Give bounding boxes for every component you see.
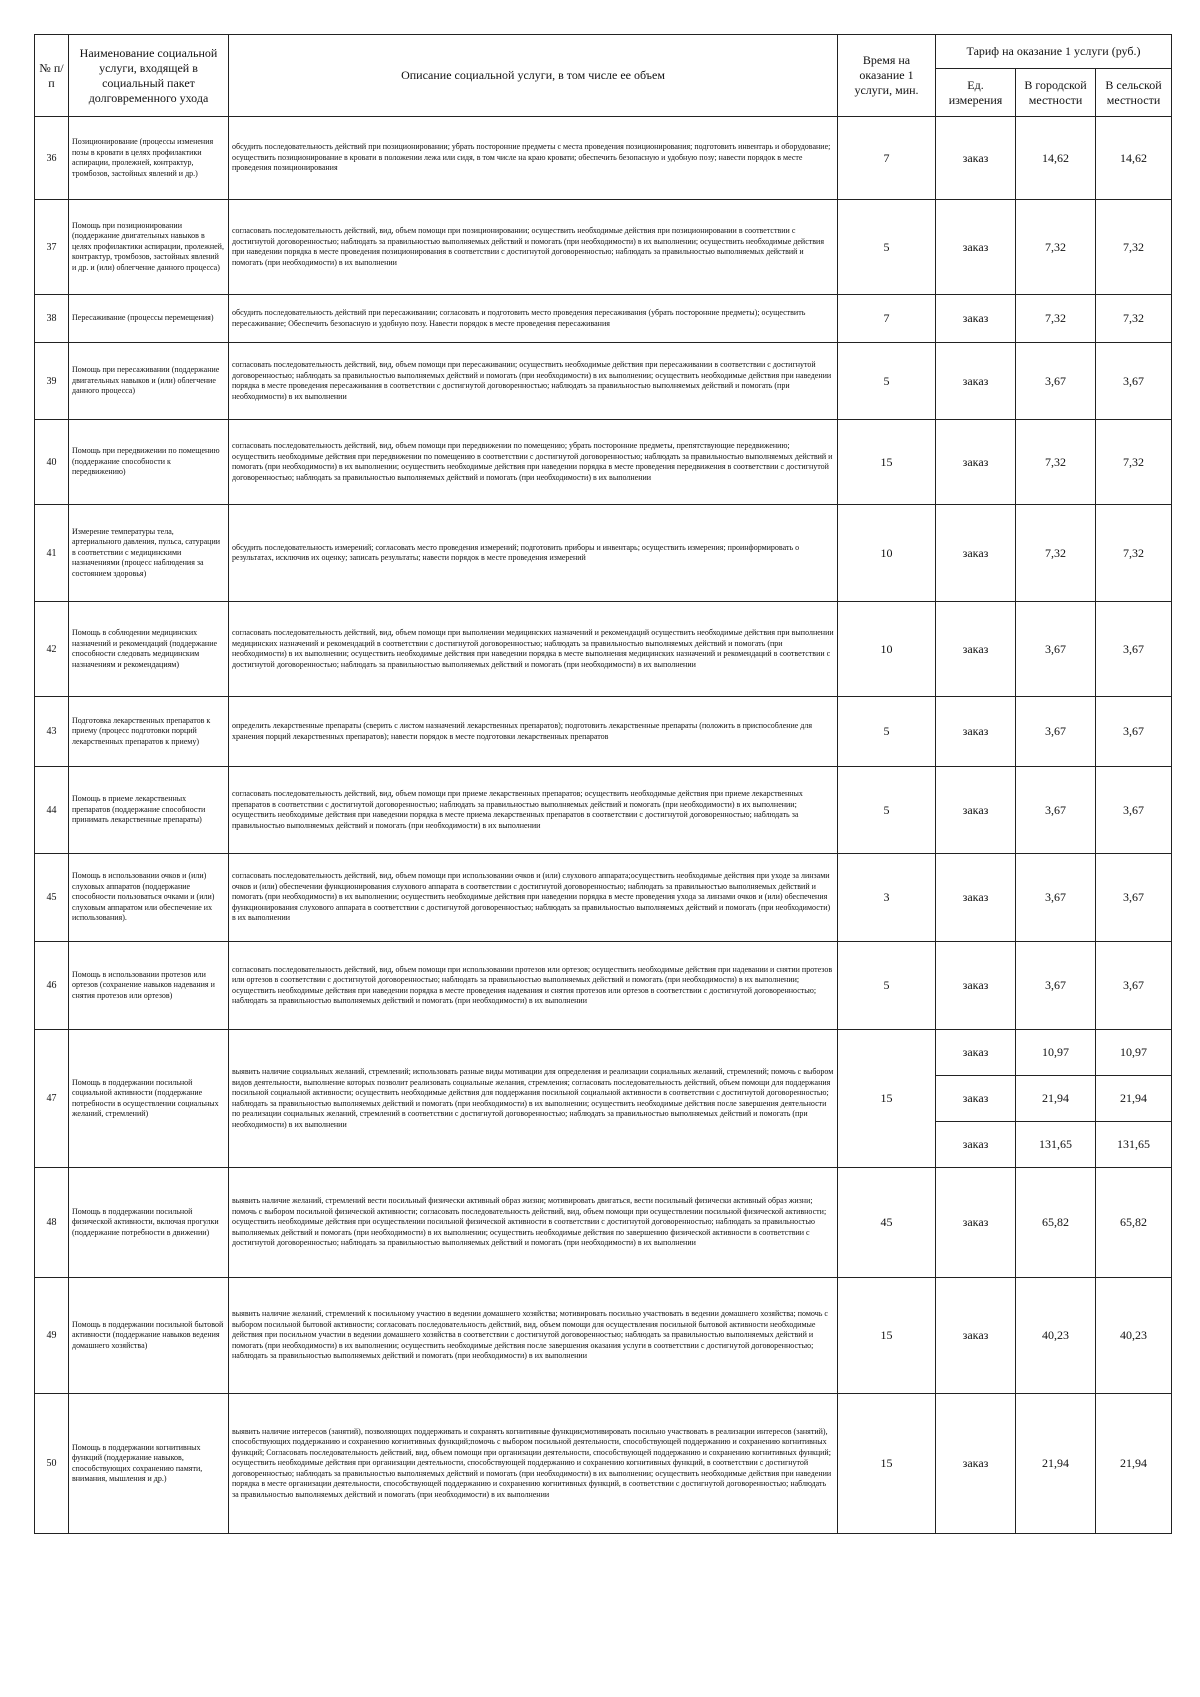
tariff-city: 21,94 bbox=[1016, 1076, 1096, 1122]
service-time: 5 bbox=[838, 767, 936, 854]
header-tariff: Тариф на оказание 1 услуги (руб.) bbox=[936, 35, 1172, 69]
tariff-unit: заказ bbox=[936, 854, 1016, 942]
row-num: 36 bbox=[35, 117, 69, 200]
service-time: 15 bbox=[838, 1394, 936, 1534]
tariff-unit: заказ bbox=[936, 1076, 1016, 1122]
tariff-rural: 7,32 bbox=[1096, 200, 1172, 295]
row-num: 44 bbox=[35, 767, 69, 854]
service-description: выявить наличие желаний, стремлений вести посильный физически активный образ жизни; мотивировать двигаться, вести посильный физически активный образ жизни; помочь с выбором посильной физической активности; согласовать последовательность действий, вид, объем помощи при осуществлении посильной физической активности; осуществить необходимые действия при осуществлении посильной физической активности в соответствии с достигнутой договоренностью; наблюдать за правильностью выполняемых действий и помогать (при необходимости) в их выполнении; осуществить необходимые действия по завершению физической активности в соответствии с достигнутой договоренностью; наблюдать за правильностью выполняемых действий и помогать (при необходимости) в их выполнении bbox=[229, 1168, 838, 1278]
tariff-rural: 21,94 bbox=[1096, 1394, 1172, 1534]
tariff-unit: заказ bbox=[936, 505, 1016, 602]
table-row bbox=[35, 343, 1172, 420]
tariff-rural: 3,67 bbox=[1096, 767, 1172, 854]
tariff-unit: заказ bbox=[936, 295, 1016, 343]
tariff-city: 3,67 bbox=[1016, 854, 1096, 942]
service-name: Подготовка лекарственных препаратов к приему (процесс подготовки порций лекарственных препаратов к приему) bbox=[69, 697, 229, 767]
row-num: 43 bbox=[35, 697, 69, 767]
table-row bbox=[35, 1030, 1172, 1076]
table-row bbox=[35, 117, 1172, 200]
tariff-unit: заказ bbox=[936, 602, 1016, 697]
table-row bbox=[35, 505, 1172, 602]
service-description: согласовать последовательность действий, вид, объем помощи при использовании протезов или ортезов; осуществить необходимые действия при надевании и снятии протезов или ортезов в соответствии с достигнутой договоренностью; наблюдать за правильностью выполняемых действий и помогать (при необходимости) в их выполнении; осуществить необходимые действия при наведении порядка в месте проведения надевания и снятия протезов или ортезов в соответствии с достигнутой договоренностью; наблюдать за правильностью выполняемых действий и помогать (при необходимости) в их выполнении bbox=[229, 942, 838, 1030]
service-time: 5 bbox=[838, 200, 936, 295]
service-time: 5 bbox=[838, 942, 936, 1030]
tariff-rural: 3,67 bbox=[1096, 942, 1172, 1030]
service-description: согласовать последовательность действий, вид, объем помощи при пересаживании; осуществить необходимые действия при пересаживании в соответствии с достигнутой договоренностью; наблюдать за правильностью выполняемых действий и помогать (при необходимости) в их выполнении; осуществить необходимые действия при наведении порядка в месте проведения пересаживания в соответствии с достигнутой договоренностью; наблюдать за правильностью выполняемых действий и помогать (при необходимости) в их выполнении bbox=[229, 343, 838, 420]
row-num: 39 bbox=[35, 343, 69, 420]
service-description: согласовать последовательность действий, вид, объем помощи при использовании очков и (или) слухового аппарата;осуществить необходимые действия при уходе за линзами очков и (или) обеспечении функционирования слухового аппарата в соответствии с достигнутой договоренностью; наблюдать за правильностью выполняемых действий и помогать (при необходимости) в их выполнении; осуществить необходимые действия при наведении порядка в месте проведения ухода за линзами очков и (или) обеспечения функционирования слухового аппарата в соответствии с достигнутой договоренностью; наблюдать за правильностью выполняемых действий и помогать (при необходимости) в их выполнении bbox=[229, 854, 838, 942]
table-row bbox=[35, 767, 1172, 854]
tariff-unit: заказ bbox=[936, 420, 1016, 505]
tariff-unit: заказ bbox=[936, 1394, 1016, 1534]
table-row bbox=[35, 200, 1172, 295]
tariff-rural: 3,67 bbox=[1096, 854, 1172, 942]
service-description: выявить наличие социальных желаний, стремлений; использовать разные виды мотивации для определения и реализации социальных желаний, стремлений; помочь с выбором видов деятельности, выполнение которых позволит реализовать социальные желания, стремления; согласовать последовательность действий, объем помощи для поддержания посильной социальной активности; осуществить необходимые действия для поддержания посильной социальной активности в соответствии с достигнутой договоренностью; наблюдать за правильностью выполняемых действий и помогать (при необходимости) в их выполнении; осуществить необходимые действия после завершения деятельности по реализации социальных желаний, стремлений в соответствии с достигнутой договоренностью; наблюдать за правильностью выполняемых действий и помогать (при необходимости) в их выполнении bbox=[229, 1030, 838, 1168]
service-name: Помощь в приеме лекарственных препаратов (поддержание способности принимать лекарственные препараты) bbox=[69, 767, 229, 854]
tariff-unit: заказ bbox=[936, 117, 1016, 200]
header-name: Наименование социальной услуги, входящей в социальный пакет долговременного ухода bbox=[69, 35, 229, 117]
header-city: В городской местности bbox=[1016, 69, 1096, 117]
service-description: согласовать последовательность действий, вид, объем помощи при выполнении медицинских назначений и рекомендаций осуществить необходимые действия при выполнении медицинских назначений и рекомендаций в соответствии с достигнутой договоренностью; наблюдать за правильностью выполняемых действий и помогать (при необходимости) в их выполнении; осуществить необходимые действия при наведении порядка в месте выполнения медицинских назначений и рекомендаций в соответствии с достигнутой договоренностью; наблюдать за правильностью выполняемых действий и помогать (при необходимости) в их выполнении bbox=[229, 602, 838, 697]
row-num: 47 bbox=[35, 1030, 69, 1168]
tariff-city: 65,82 bbox=[1016, 1168, 1096, 1278]
tariff-rural: 65,82 bbox=[1096, 1168, 1172, 1278]
tariff-city: 3,67 bbox=[1016, 343, 1096, 420]
table-row bbox=[35, 697, 1172, 767]
tariff-city: 3,67 bbox=[1016, 767, 1096, 854]
service-description: согласовать последовательность действий, вид, объем помощи при приеме лекарственных препаратов; осуществить необходимые действия при приеме лекарственных препаратов в соответствии с достигнутой договоренностью; наблюдать за правильностью выполняемых действий и помогать (при необходимости) в их выполнении; осуществить необходимые действия при наведении порядка в месте приема лекарственных препаратов в соответствии с достигнутой договоренностью; наблюдать за правильностью выполняемых действий и помогать (при необходимости) в их выполнении bbox=[229, 767, 838, 854]
service-description: согласовать последовательность действий, вид, объем помощи при передвижении по помещению; убрать посторонние предметы, препятствующие передвижению; осуществить необходимые действия при передвижении по помещению в соответствии с достигнутой договоренностью; наблюдать за правильностью выполняемых действий и помогать (при необходимости) в их выполнении; осуществить необходимые действия при наведении порядка в месте проведения передвижения в соответствии с достигнутой договоренностью; наблюдать за правильностью выполняемых действий и помогать (при необходимости) в их выполнении bbox=[229, 420, 838, 505]
header-desc: Описание социальной услуги, в том числе ее объем bbox=[229, 35, 838, 117]
tariff-rural: 40,23 bbox=[1096, 1278, 1172, 1394]
service-time: 15 bbox=[838, 420, 936, 505]
tariff-city: 10,97 bbox=[1016, 1030, 1096, 1076]
service-name: Помощь при пересаживании (поддержание двигательных навыков и (или) облегчение данного процесса) bbox=[69, 343, 229, 420]
service-description: выявить наличие интересов (занятий), позволяющих поддерживать и сохранять когнитивные функции;мотивировать посильно участвовать в реализации интересов (занятий), способствующих поддержанию и сохранению когнитивных функций;помочь с выбором посильной деятельности, способствующей поддержанию и сохранению когнитивных функций; Согласовать последовательность действий, вид, объем помощи при организации деятельности, способствующей поддержанию и сохранению когнитивных функций; осуществить необходимые действия при организации деятельности, способствующей поддержанию и сохранению когнитивных функций, в соответствии с достигнутой договоренностью; наблюдать за правильностью выполняемых действий и помогать (при необходимости) в их выполнении; осуществить необходимые действия при наведении порядка в месте организации деятельности, способствующей поддержанию и сохранению когнитивных функций, в соответствии с достигнутой договоренностью; наблюдать за правильностью выполняемых действий и помогать (при необходимости) в их выполнении bbox=[229, 1394, 838, 1534]
tariff-city: 131,65 bbox=[1016, 1122, 1096, 1168]
service-time: 10 bbox=[838, 602, 936, 697]
tariff-city: 7,32 bbox=[1016, 505, 1096, 602]
tariff-rural: 7,32 bbox=[1096, 420, 1172, 505]
service-time: 10 bbox=[838, 505, 936, 602]
service-name: Помощь в поддержании посильной физической активности, включая прогулки (поддержание потребности в движении) bbox=[69, 1168, 229, 1278]
tariff-unit: заказ bbox=[936, 697, 1016, 767]
service-time: 15 bbox=[838, 1278, 936, 1394]
tariff-city: 7,32 bbox=[1016, 200, 1096, 295]
service-description: обсудить последовательность действий при пересаживании; согласовать и подготовить место проведения пересаживания (убрать посторонние предметы); осуществить пересаживание; Обеспечить безопасную и удобную позу. Навести порядок в месте проведения пересаживания bbox=[229, 295, 838, 343]
row-num: 46 bbox=[35, 942, 69, 1030]
service-name: Помощь в использовании очков и (или) слуховых аппаратов (поддержание способности пользоваться очками и (или) слуховым аппаратом или обеспечение их использования). bbox=[69, 854, 229, 942]
tariff-city: 3,67 bbox=[1016, 602, 1096, 697]
table-header bbox=[35, 35, 1172, 117]
row-num: 37 bbox=[35, 200, 69, 295]
service-name: Позиционирование (процессы изменения позы в кровати в целях профилактики аспирации, пролежней, контрактур, тромбозов, застойных явлений и др.) bbox=[69, 117, 229, 200]
service-time: 15 bbox=[838, 1030, 936, 1168]
tariff-rural: 3,67 bbox=[1096, 343, 1172, 420]
service-time: 7 bbox=[838, 117, 936, 200]
tariff-rural: 131,65 bbox=[1096, 1122, 1172, 1168]
tariff-unit: заказ bbox=[936, 942, 1016, 1030]
header-time: Время на оказание 1 услуги, мин. bbox=[838, 35, 936, 117]
service-name: Пересаживание (процессы перемещения) bbox=[69, 295, 229, 343]
tariff-city: 3,67 bbox=[1016, 697, 1096, 767]
tariff-rural: 7,32 bbox=[1096, 295, 1172, 343]
tariff-unit: заказ bbox=[936, 1168, 1016, 1278]
table-row bbox=[35, 1168, 1172, 1278]
tariff-rural: 3,67 bbox=[1096, 602, 1172, 697]
tariff-city: 40,23 bbox=[1016, 1278, 1096, 1394]
tariff-unit: заказ bbox=[936, 1030, 1016, 1076]
table-row bbox=[35, 1278, 1172, 1394]
service-time: 5 bbox=[838, 697, 936, 767]
service-name: Помощь при передвижении по помещению (поддержание способности к передвижению) bbox=[69, 420, 229, 505]
tariff-rural: 14,62 bbox=[1096, 117, 1172, 200]
tariff-unit: заказ bbox=[936, 200, 1016, 295]
tariff-city: 21,94 bbox=[1016, 1394, 1096, 1534]
service-time: 5 bbox=[838, 343, 936, 420]
tariff-unit: заказ bbox=[936, 1122, 1016, 1168]
tariff-rural: 10,97 bbox=[1096, 1030, 1172, 1076]
tariff-rural: 21,94 bbox=[1096, 1076, 1172, 1122]
service-name: Помощь в использовании протезов или ортезов (сохранение навыков надевания и снятия протезов или ортезов) bbox=[69, 942, 229, 1030]
service-time: 3 bbox=[838, 854, 936, 942]
tariff-unit: заказ bbox=[936, 343, 1016, 420]
header-unit: Ед. измерения bbox=[936, 69, 1016, 117]
tariff-city: 7,32 bbox=[1016, 295, 1096, 343]
table-row bbox=[35, 854, 1172, 942]
header-rural: В сельской местности bbox=[1096, 69, 1172, 117]
tariff-unit: заказ bbox=[936, 767, 1016, 854]
table-row bbox=[35, 295, 1172, 343]
service-description: обсудить последовательность действий при позиционировании; убрать посторонние предметы с места проведения позиционирования; подготовить инвентарь и оборудование; осуществить позиционирование в кровати в положении лежа или сидя, в том числе на краю кровати; обеспечить безопасную и удобную позу; навести порядок в месте проведения позиционирования bbox=[229, 117, 838, 200]
table-body bbox=[35, 117, 1172, 1534]
tariff-city: 3,67 bbox=[1016, 942, 1096, 1030]
service-time: 45 bbox=[838, 1168, 936, 1278]
table-row bbox=[35, 420, 1172, 505]
row-num: 42 bbox=[35, 602, 69, 697]
table-row bbox=[35, 942, 1172, 1030]
service-description: обсудить последовательность измерений; согласовать место проведения измерений; подготовить приборы и инвентарь; осуществить измерения; проинформировать о результатах, исключив их оценку; записать результаты; навести порядок в месте проведения измерений bbox=[229, 505, 838, 602]
row-num: 38 bbox=[35, 295, 69, 343]
tariff-unit: заказ bbox=[936, 1278, 1016, 1394]
table-row bbox=[35, 1394, 1172, 1534]
service-name: Помощь в поддержании когнитивных функций (поддержание навыков, способствующих сохранению памяти, внимания, мышления и др.) bbox=[69, 1394, 229, 1534]
service-description: определить лекарственные препараты (сверить с листом назначений лекарственных препаратов); подготовить лекарственные препараты (положить в приспособление для хранения порций лекарственных препаратов); навести порядок в месте подготовки лекарственных препаратов bbox=[229, 697, 838, 767]
service-name: Помощь в поддержании посильной социальной активности (поддержание потребности в осуществлении социальных желаний, стремлений) bbox=[69, 1030, 229, 1168]
service-name: Помощь в поддержании посильной бытовой активности (поддержание навыков ведения домашнего хозяйства) bbox=[69, 1278, 229, 1394]
service-time: 7 bbox=[838, 295, 936, 343]
table-row bbox=[35, 602, 1172, 697]
tariff-city: 7,32 bbox=[1016, 420, 1096, 505]
service-name: Помощь при позиционировании (поддержание двигательных навыков в целях профилактики аспирации, пролежней, контрактур, тромбозов, застойных явлений и др. и (или) облегчение данного процесса) bbox=[69, 200, 229, 295]
services-table bbox=[34, 34, 1172, 1534]
row-num: 40 bbox=[35, 420, 69, 505]
tariff-city: 14,62 bbox=[1016, 117, 1096, 200]
row-num: 49 bbox=[35, 1278, 69, 1394]
row-num: 45 bbox=[35, 854, 69, 942]
tariff-rural: 7,32 bbox=[1096, 505, 1172, 602]
service-name: Измерение температуры тела, артериального давления, пульса, сатурации в соответствии с медицинскими назначениями (процесс наблюдения за состоянием здоровья) bbox=[69, 505, 229, 602]
row-num: 50 bbox=[35, 1394, 69, 1534]
row-num: 41 bbox=[35, 505, 69, 602]
header-num: № п/п bbox=[35, 35, 69, 117]
service-description: согласовать последовательность действий, вид, объем помощи при позиционировании; осуществить необходимые действия при позиционировании в соответствии с достигнутой договоренностью; наблюдать за правильностью выполняемых действий и помогать (при необходимости) в их выполнении; осуществить необходимые действия при наведении порядка в месте проведения позиционирования в соответствии с достигнутой договоренностью; наблюдать за правильностью выполняемых действий и помогать (при необходимости) в их выполнении bbox=[229, 200, 838, 295]
service-name: Помощь в соблюдении медицинских назначений и рекомендаций (поддержание способности следовать медицинским назначениям и рекомендациям) bbox=[69, 602, 229, 697]
service-description: выявить наличие желаний, стремлений к посильному участию в ведении домашнего хозяйства; мотивировать посильно участвовать в ведении домашнего хозяйства; помочь с выбором посильной бытовой активности; согласовать последовательность действий, вид, объем помощи для осуществления посильной бытовой активности необходимые действия при посильном участии в ведении домашнего хозяйства в соответствии с достигнутой договоренностью; наблюдать за правильностью выполняемых действий и помогать (при необходимости) в их выполнении; осуществить необходимые действия после завершения оказания услуги в соответствии с достигнутой договоренностью; наблюдать за правильностью выполняемых действий и помогать (при необходимости) в их выполнении bbox=[229, 1278, 838, 1394]
row-num: 48 bbox=[35, 1168, 69, 1278]
tariff-rural: 3,67 bbox=[1096, 697, 1172, 767]
